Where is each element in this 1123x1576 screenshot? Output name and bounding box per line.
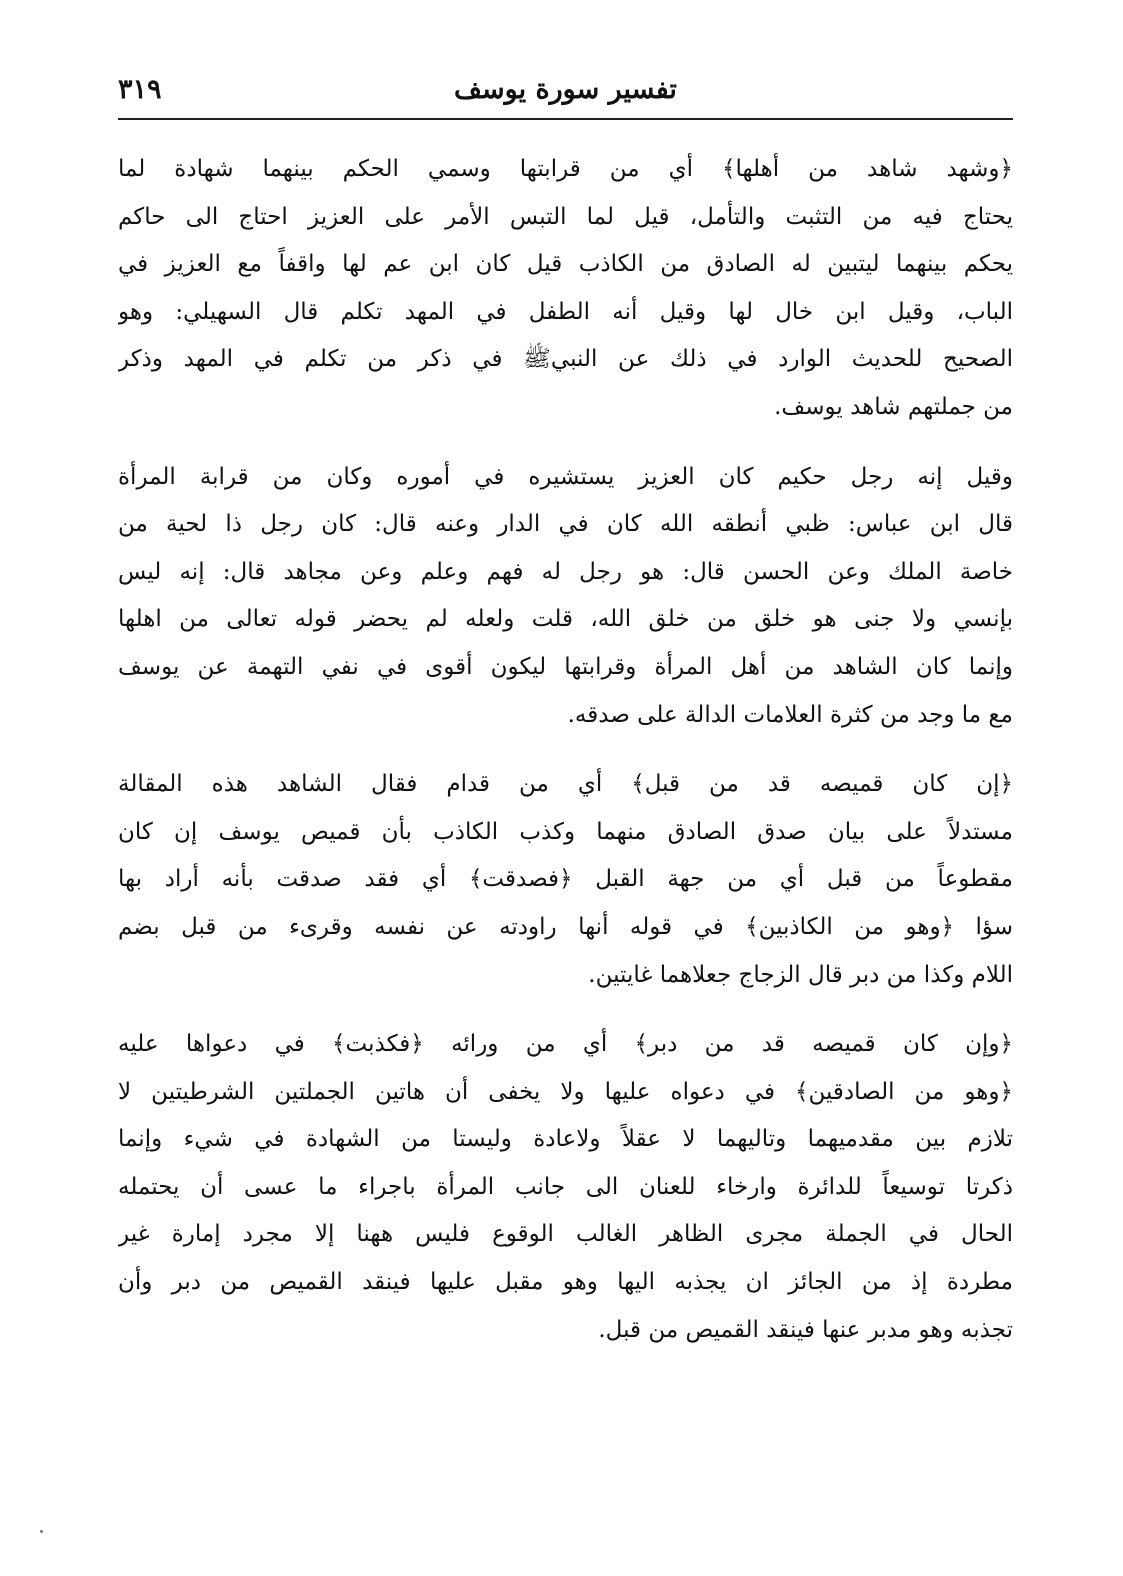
running-title: تفسير سورة يوسف (454, 74, 677, 105)
text-line: يحتاج فيه من التثبت والتأمل، قيل لما التبس الأمر على العزيز احتاج الى حاكم (118, 203, 1013, 230)
paragraph-2 (118, 454, 1013, 740)
text-line: ﴿إن كان قميصه قد من قبل﴾ أي من قدام فقال الشاهد هذه المقالة (118, 771, 1013, 798)
text-line: وإنما كان الشاهد من أهل المرأة وقرابتها ليكون أقوى في نفي التهمة عن يوسف (118, 653, 1013, 680)
text-line: من جملتهم شاهد يوسف. (774, 393, 1013, 420)
text-line: اللام وكذا من دبر قال الزجاج جعلاهما غايتين. (588, 961, 1013, 988)
text-line: يحكم بينهما ليتبين له الصادق من الكاذب قيل كان ابن عم لها واقفاً مع العزيز في (118, 251, 1013, 278)
page-header (118, 66, 1013, 114)
text-line: تجذبه وهو مدبر عنها فينقد القميص من قبل. (598, 1316, 1013, 1343)
paragraph-4 (118, 1021, 1013, 1354)
text-line: مقطوعاً من قبل أي من جهة القبل ﴿فصدقت﴾ أي فقد صدقت بأنه أراد بها (118, 866, 1013, 893)
text-line: مستدلاً على بيان صدق الصادق منهما وكذب الكاذب بأن قميص يوسف إن كان (118, 818, 1013, 845)
text-line: تلازم بين مقدميهما وتاليهما لا عقلاً ولاعادة وليستا من الشهادة في شيء وإنما (118, 1126, 1013, 1153)
text-line: بإنسي ولا جنى هو خلق من خلق الله، قلت ولعله لم يحضر قوله تعالى من اهلها (118, 606, 1013, 633)
text-line: الباب، وقيل ابن خال لها وقيل أنه الطفل في المهد تكلم قال السهيلي: وهو (118, 298, 1013, 325)
text-line: خاصة الملك وعن الحسن قال: هو رجل له فهم وعلم وعن مجاهد قال: إنه ليس (118, 558, 1013, 585)
text-line: الحال في الجملة مجرى الظاهر الغالب الوقوع فليس ههنا إلا مجرد إمارة غير (118, 1221, 1013, 1248)
page-number: ٣١٩ (118, 74, 162, 105)
page-body (118, 146, 1013, 1354)
text-line: ﴿وهو من الصادقين﴾ في دعواه عليها ولا يخفى أن هاتين الجملتين الشرطيتين لا (118, 1078, 1013, 1105)
text-line: ذكرتا توسيعاً للدائرة وارخاء للعنان الى جانب المرأة باجراء ما عسى أن يحتمله (118, 1173, 1013, 1200)
text-line: قال ابن عباس: ظبي أنطقه الله كان في الدار وعنه قال: كان رجل ذا لحية من (118, 511, 1013, 538)
text-line: ﴿وشهد شاهد من أهلها﴾ أي من قرابتها وسمي الحكم بينهما شهادة لما (118, 156, 1013, 182)
paragraph-1 (118, 146, 1013, 432)
scan-speck (40, 1530, 43, 1533)
text-line: وقيل إنه رجل حكيم كان العزيز يستشيره في أموره وكان من قرابة المرأة (118, 463, 1013, 490)
text-line: مطردة إذ من الجائز ان يجذبه اليها وهو مقبل عليها فينقد القميص من دبر وأن (118, 1269, 1013, 1296)
text-line: ﴿وإن كان قميصه قد من دبر﴾ أي من ورائه ﴿فكذبت﴾ في دعواها عليه (118, 1031, 1013, 1058)
paragraph-3 (118, 761, 1013, 999)
header-divider (118, 118, 1013, 120)
text-line: مع ما وجد من كثرة العلامات الدالة على صدقه. (567, 701, 1013, 728)
text-line: سؤا ﴿وهو من الكاذبين﴾ في قوله أنها راودته عن نفسه وقرىء من قبل بضم (118, 913, 1013, 940)
text-line: الصحيح للحديث الوارد في ذلك عن النبيﷺ في ذكر من تكلم في المهد وذكر (118, 346, 1013, 373)
